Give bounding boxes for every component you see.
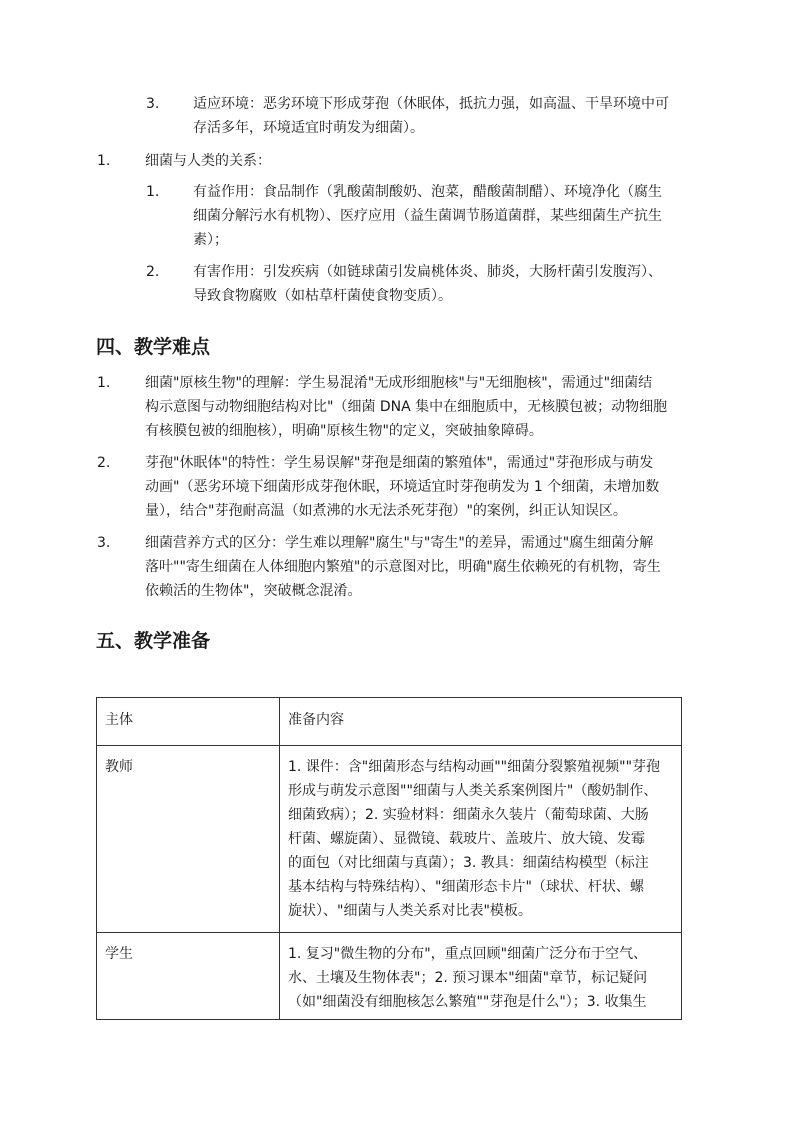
list-item-text: 细菌营养方式的区分：学生难以理解"腐生"与"寄生"的差异，需通过"腐生细菌分解 — [145, 535, 654, 551]
list-item-text: 落叶""寄生细菌在人体细胞内繁殖"的示意图对比，明确"腐生依赖死的有机物，寄生 — [145, 559, 661, 575]
table-header-cell: 准备内容 — [280, 698, 682, 746]
section-heading: 四、教学难点 — [96, 336, 211, 358]
list-number: 1. — [97, 153, 111, 169]
list-number: 2. — [97, 455, 111, 471]
list-item-text: 芽孢"休眠体"的特性：学生易误解"芽孢是细菌的繁殖体"，需通过"芽孢形成与萌发 — [145, 455, 654, 471]
list-item-text: 导致食物腐败（如枯草杆菌使食物变质）。 — [193, 288, 452, 304]
list-number: 2. — [146, 264, 160, 280]
table-cell-content: 1. 课件：含"细菌形态与结构动画""细菌分裂繁殖视频""芽孢 形成与萌发示意图""细菌与人类关系案例图片"（酸奶制作、 细菌致病）；2. 实验材料：细菌永久装片（葡萄球菌、大肠 杆菌、螺旋菌）、显微镜、载玻片、盖玻片、放大镜、发霉 的面包（对比细菌与真菌）；3. 教具：细菌结构模型（标注 基本结构与特殊结构）、"细菌形态卡片"（球状、杆状、螺 旋状）、"细菌与人类关系对比表"模板。 — [280, 746, 682, 933]
list-item-text: 适应环境：恶劣环境下形成芽孢（休眠体，抵抗力强，如高温、干旱环境中可 — [193, 96, 669, 112]
list-item-text: 细菌"原核生物"的理解：学生易混淆"无成形细胞核"与"无细胞核"，需通过"细菌结 — [145, 375, 653, 391]
preparation-table — [96, 697, 682, 1020]
list-number: 1. — [146, 184, 160, 200]
list-number: 3. — [97, 535, 111, 551]
list-item-text: 存活多年，环境适宜时萌发为细菌）。 — [193, 120, 424, 136]
list-item-text: 量），结合"芽孢耐高温（如煮沸的水无法杀死芽孢）"的案例，纠正认知误区。 — [145, 503, 627, 519]
table-row — [97, 933, 682, 1020]
list-item-text: 细菌分解污水有机物）、医疗应用（益生菌调节肠道菌群，某些细菌生产抗生 — [193, 208, 662, 224]
list-item-text: 构示意图与动物细胞结构对比"（细菌 DNA 集中在细胞质中，无核膜包被；动物细胞 — [145, 399, 668, 415]
list-item-text: 有害作用：引发疾病（如链球菌引发扁桃体炎、肺炎，大肠杆菌引发腹泻）、 — [193, 264, 662, 280]
list-item-title: 细菌与人类的关系： — [145, 153, 271, 169]
section-heading: 五、教学准备 — [96, 630, 211, 652]
table-row — [97, 746, 682, 933]
list-number: 1. — [97, 375, 111, 391]
list-item-text: 有核膜包被的细胞核），明确"原核生物"的定义，突破抽象障碍。 — [145, 423, 543, 439]
list-item-text: 动画"（恶劣环境下细菌形成芽孢休眠，环境适宜时芽孢萌发为 1 个细菌，未增加数 — [145, 479, 660, 495]
table-header-row — [97, 698, 682, 746]
table-cell-subject: 教师 — [97, 746, 280, 933]
list-item-text: 素）； — [193, 232, 228, 248]
list-number: 3. — [146, 96, 160, 112]
table-cell-subject: 学生 — [97, 933, 280, 1020]
list-item-text: 依赖活的生物体"，突破概念混淆。 — [145, 583, 362, 599]
table-header-cell: 主体 — [97, 698, 280, 746]
table-cell-content: 1. 复习"微生物的分布"，重点回顾"细菌广泛分布于空气、 水、土壤及生物体表"；2. 预习课本"细菌"章节，标记疑问 （如"细菌没有细胞核怎么繁殖""芽孢是什么"）；3. 收集生 — [280, 933, 682, 1020]
list-item-text: 有益作用：食品制作（乳酸菌制酸奶、泡菜，醋酸菌制醋）、环境净化（腐生 — [193, 184, 662, 200]
